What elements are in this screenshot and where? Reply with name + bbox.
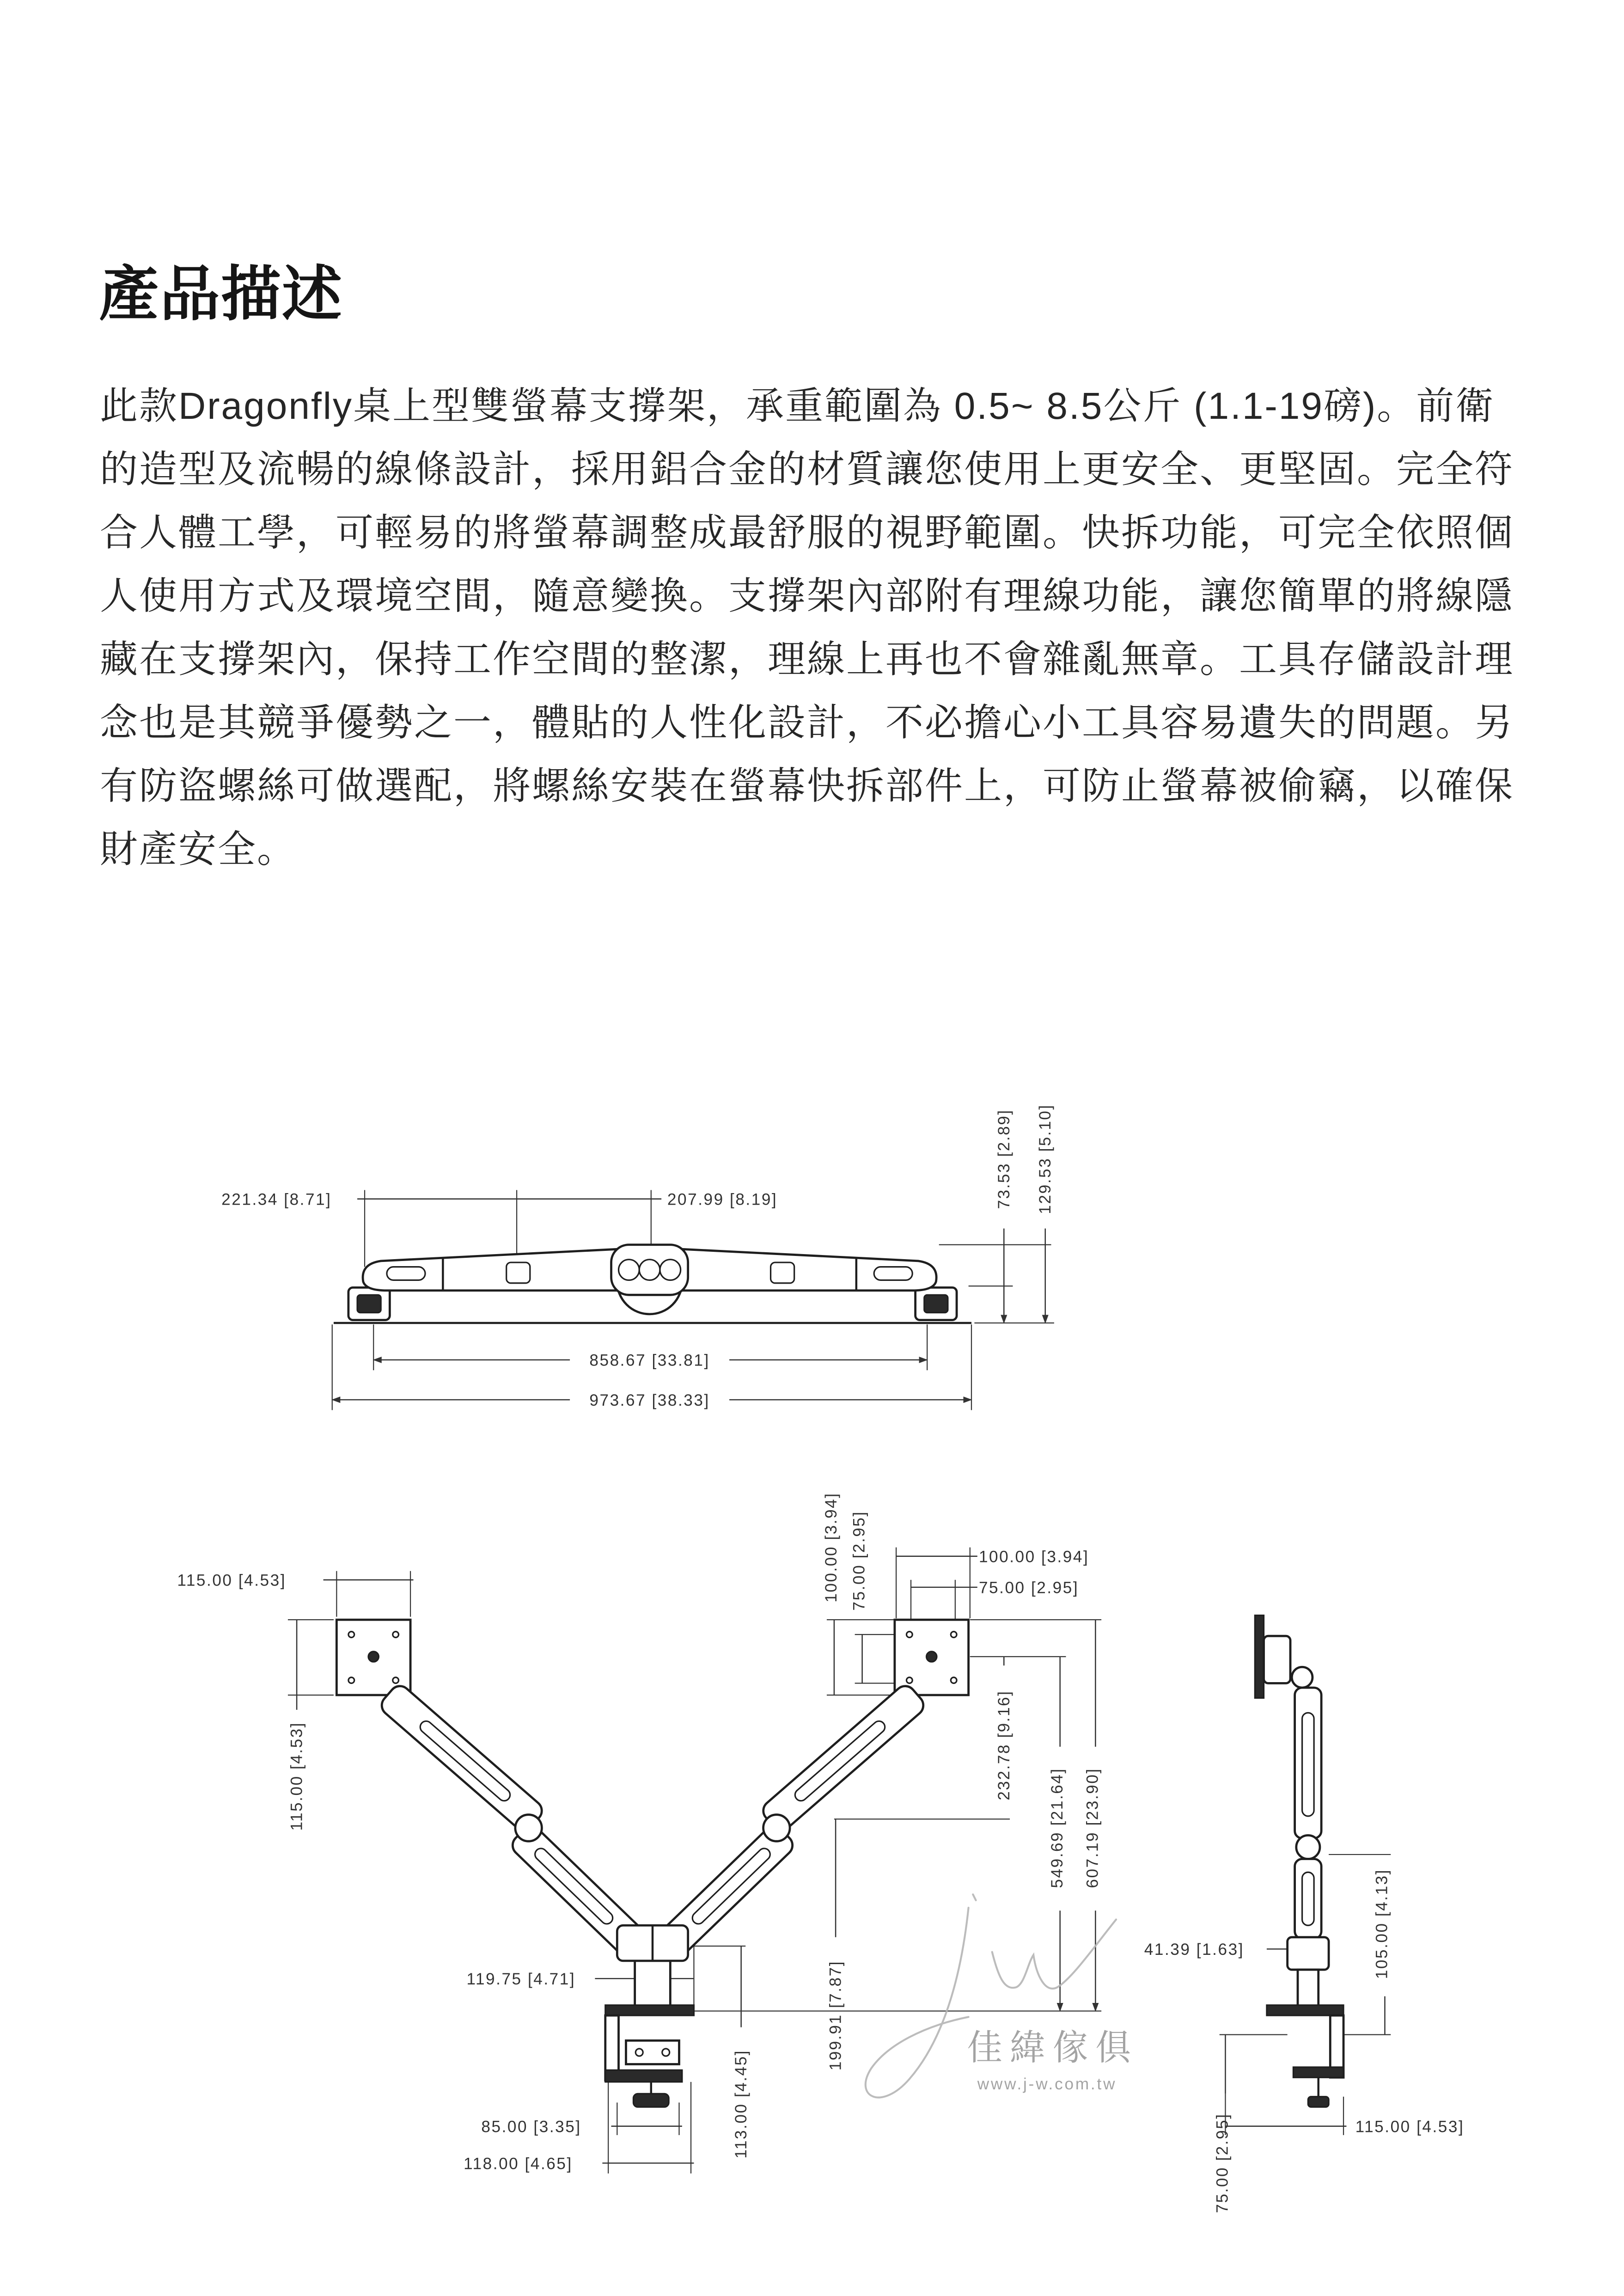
tilt-joint — [1292, 1667, 1313, 1688]
dim-vesa-75-horizontal: 75.00 [2.95] — [978, 1579, 1079, 1597]
description-line: 財產安全。 — [100, 828, 297, 870]
clamp-inner-plate — [626, 2040, 679, 2064]
hub-post — [635, 1961, 671, 2008]
dim-clamp-inner: 85.00 [3.35] — [481, 2118, 581, 2136]
elbow-joint — [515, 1815, 542, 1841]
description-line: 人使用方式及環境空間，隨意變換。支撐架內部附有理線功能，讓您簡單的將線隱 — [100, 575, 1514, 617]
lower-arm-slot — [532, 1846, 615, 1927]
arm-slot — [507, 1262, 530, 1283]
dim-height-549: 549.69 [21.64] — [1048, 1768, 1066, 1888]
vesa-hole — [348, 1632, 354, 1638]
logo-w-stroke — [992, 1919, 1116, 1988]
hub-knob — [639, 1260, 660, 1280]
top-view-arm — [334, 1245, 971, 1323]
vesa-hole — [393, 1632, 399, 1638]
upper-arm-segment — [378, 1682, 546, 1834]
watermark — [866, 1894, 1138, 2097]
arm-slot — [771, 1262, 794, 1283]
dim-arm-height: 73.53 [2.89] — [995, 1109, 1013, 1209]
vesa-hole — [348, 1678, 354, 1684]
dim-center-offset: 207.99 [8.19] — [667, 1190, 778, 1209]
clamp-knob — [633, 2094, 669, 2107]
front-view — [177, 1492, 1101, 2173]
clamp-bolt — [635, 2049, 643, 2056]
arm-oval-slot — [874, 1267, 912, 1280]
logo-j-stroke — [866, 1908, 969, 2097]
left-clamp-detail — [357, 1295, 381, 1312]
upper-pole-slot — [1302, 1713, 1314, 1816]
dim-overall-height: 129.53 [5.10] — [1036, 1104, 1055, 1214]
watermark-brand: 佳緯傢俱 — [967, 2027, 1138, 2069]
left-monitor-arm — [336, 1620, 650, 1960]
side-clamp-lower-jaw — [1293, 2067, 1343, 2077]
side-view-arm — [1255, 1615, 1343, 2107]
dim-vesa-100-horizontal: 100.00 [3.94] — [978, 1548, 1089, 1566]
dim-clamp-depth: 115.00 [4.53] — [1355, 2118, 1465, 2136]
dim-hub-width: 119.75 [4.71] — [466, 1970, 576, 1989]
dim-plate-width: 115.00 [4.53] — [177, 1571, 287, 1590]
right-monitor-arm — [655, 1620, 969, 1960]
side-post — [1298, 1970, 1319, 2008]
description-line: 的造型及流暢的線條設計，採用鋁合金的材質讓您使用上更安全、更堅固。完全符 — [100, 448, 1514, 490]
dim-hub-to-clamp: 113.00 [4.45] — [732, 2049, 751, 2159]
dim-plate-height: 115.00 [4.53] — [287, 1721, 306, 1831]
dim-clamp-spacing: 858.67 [33.81] — [589, 1351, 710, 1370]
hub-knob — [619, 1260, 640, 1280]
middle-joint — [1296, 1835, 1320, 1859]
top-view — [221, 1104, 1054, 1410]
dim-left-offset: 221.34 [8.71] — [221, 1190, 332, 1209]
clamp-lower-jaw — [605, 2070, 682, 2082]
logo-j-dot — [973, 1894, 976, 1900]
dim-height-607: 607.19 [23.90] — [1083, 1768, 1102, 1888]
dim-height-232: 232.78 [9.16] — [995, 1690, 1013, 1800]
tilt-bracket — [1264, 1636, 1291, 1683]
right-clamp-detail — [924, 1295, 948, 1312]
dim-pole-offset: 41.39 [1.63] — [1144, 1941, 1245, 1959]
side-clamp-knob — [1308, 2097, 1329, 2107]
clamp-bolt — [662, 2049, 670, 2056]
dim-clamp-outer: 118.00 [4.65] — [464, 2155, 573, 2173]
dim-vesa-100-vertical: 100.00 [3.94] — [822, 1492, 841, 1603]
description-line: 此款Dragonfly桌上型雙螢幕支撐架，承重範圍為 0.5~ 8.5公斤 (1.1-19磅)。前衛 — [100, 385, 1495, 427]
hub-knob — [660, 1260, 681, 1280]
clamp-top-jaw — [605, 2005, 694, 2015]
dim-hub-height: 105.00 [4.13] — [1373, 1868, 1391, 1979]
dim-vesa-75-vertical: 75.00 [2.95] — [850, 1511, 868, 1611]
arm-oval-slot — [387, 1267, 425, 1280]
page-title: 產品描述 — [99, 259, 343, 329]
vesa-hole — [393, 1678, 399, 1684]
vesa-center-hole — [368, 1652, 379, 1662]
side-view — [1144, 1615, 1465, 2213]
dim-clamp-height: 75.00 [2.95] — [1213, 2113, 1232, 2213]
description-line: 念也是其競爭優勢之一，體貼的人性化設計，不必擔心小工具容易遺失的問題。另 — [100, 702, 1514, 744]
side-clamp-top-jaw — [1267, 2005, 1343, 2015]
front-hub-and-clamp — [605, 1925, 694, 2107]
monitor-plate-side — [1255, 1615, 1264, 1698]
description-line: 有防盜螺絲可做選配，將螺絲安裝在螢幕快拆部件上，可防止螢幕被偷竊，以確保 — [100, 765, 1514, 807]
description-line: 合人體工學，可輕易的將螢幕調整成最舒服的視野範圍。快拆功能，可完全依照個 — [100, 512, 1514, 554]
watermark-url: www.j-w.com.tw — [977, 2075, 1117, 2093]
dim-overall-width: 973.67 [38.33] — [589, 1391, 710, 1409]
lower-pole-slot — [1302, 1872, 1314, 1925]
description-line: 藏在支撐架內，保持工作空間的整潔，理線上再也不會雜亂無章。工具存儲設計理 — [100, 638, 1514, 680]
upper-arm-slot — [418, 1719, 513, 1803]
dim-arm-to-clamp: 199.91 [7.87] — [826, 1960, 845, 2071]
side-hub — [1288, 1937, 1329, 1970]
